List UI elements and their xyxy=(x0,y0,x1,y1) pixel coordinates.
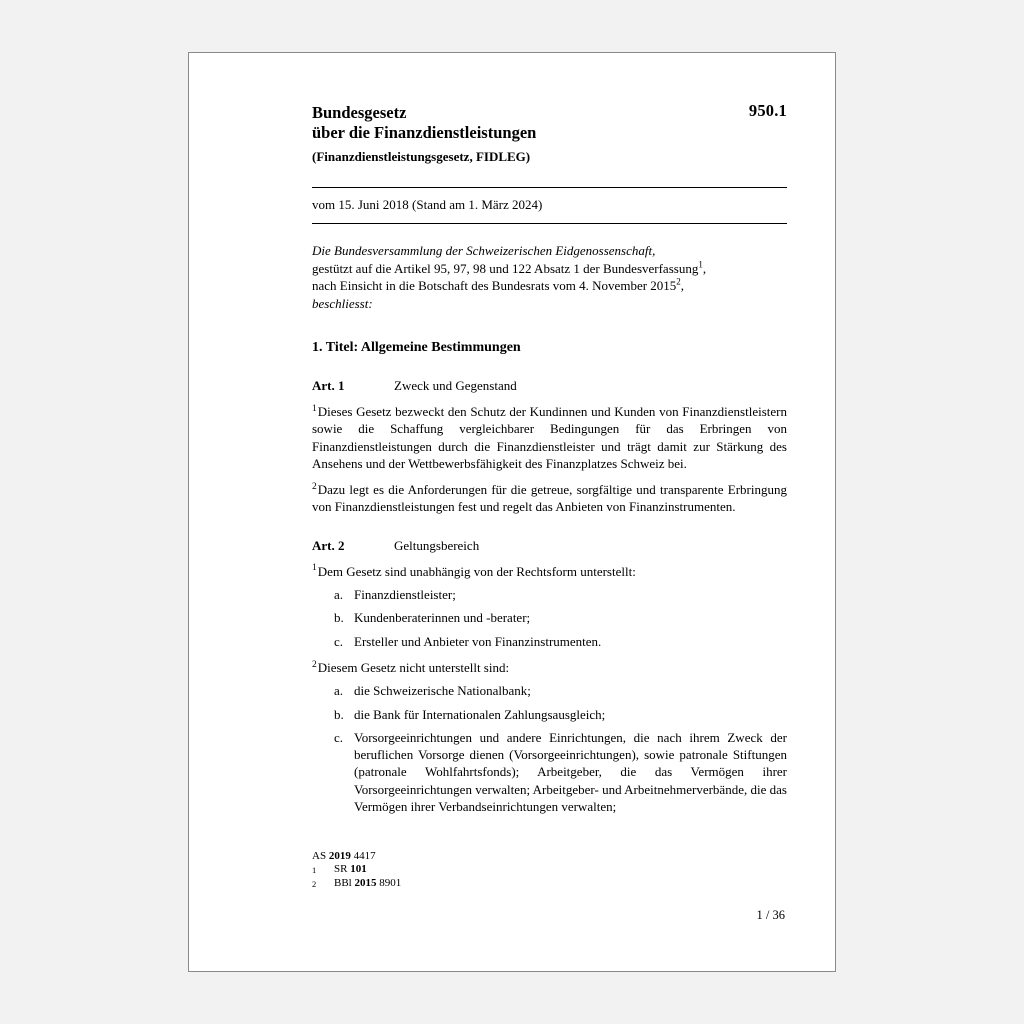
document-title-block xyxy=(312,101,787,165)
article-2-paragraph-2 xyxy=(312,659,787,676)
list-item-text: die Schweizerische Nationalbank; xyxy=(354,683,531,699)
footnote-ref-2[interactable]: 2 xyxy=(676,276,681,287)
footnote-item-2-prefix: BBl xyxy=(334,877,355,889)
title-line-1: Bundesgesetz xyxy=(312,103,407,122)
footnote-item-2 xyxy=(312,877,787,891)
page-content xyxy=(312,101,787,815)
list-item xyxy=(312,609,787,626)
document-date-line: vom 15. Juni 2018 (Stand am 1. März 2024) xyxy=(312,197,543,212)
list-item xyxy=(312,586,787,603)
article-1-caption: Zweck und Gegenstand xyxy=(394,378,517,393)
list-item-letter: b. xyxy=(334,610,344,626)
footnote-source-year: 2019 xyxy=(328,850,351,862)
title-line-2: über die Finanzdienstleistungen xyxy=(312,123,537,142)
paragraph-marker: 1 xyxy=(312,563,317,574)
list-item-text: Ersteller und Anbieter von Finanzinstrumenten. xyxy=(354,633,602,649)
list-item-text: Finanzdienstleister; xyxy=(354,587,456,603)
footnote-item-1 xyxy=(312,863,787,877)
list-item xyxy=(312,729,787,815)
paragraph-text: Dem Gesetz sind unabhängig von der Rechtsform unterstellt: xyxy=(317,563,636,579)
article-2-paragraph-1 xyxy=(312,563,787,580)
footnote-item-1-prefix: SR xyxy=(334,863,351,875)
preamble-resolution: beschliesst: xyxy=(312,295,373,311)
list-item xyxy=(312,633,787,650)
list-item-text: Kundenberaterinnen und -berater; xyxy=(354,610,531,626)
footnote-item-2-id: 2 xyxy=(312,879,317,889)
article-1-number: Art. 1 xyxy=(312,378,345,393)
preamble-authority: Die Bundesversammlung der Schweizerischen Eidgenossenschaft, xyxy=(312,243,656,258)
title-divider-top xyxy=(312,187,787,188)
preamble xyxy=(312,242,787,312)
article-2-heading xyxy=(312,538,787,554)
list-item xyxy=(312,706,787,723)
paragraph-text: Dieses Gesetz bezweckt den Schutz der Kundinnen und Kunden von Finanzdienstleistern sowie die Schaffung vergleichbarer Bedingungen für das Erbringen von Finanzdienstleistungen durch die Finanzdienstleister und trägt damit zur Stärkung des Ansehens und der Wettbewerbsfähigkeit des Finanzplatzes Schweiz bei. xyxy=(312,404,787,471)
paragraph-text: Dazu legt es die Anforderungen für die getreue, sorgfältige und transparente Erbringung von Finanzdienstleistungen fest und regelt das Anbieten von Finanzinstrumenten. xyxy=(312,482,787,515)
list-item-letter: a. xyxy=(334,683,344,699)
footnote-ref-1[interactable]: 1 xyxy=(698,259,703,270)
title-divider-bottom xyxy=(312,223,787,224)
preamble-legal-basis xyxy=(312,260,787,278)
footnote-source xyxy=(312,850,787,863)
footnote-item-1-body xyxy=(334,863,367,877)
footnote-item-1-ref: 101 xyxy=(350,863,367,875)
footnote-source-page: 4417 xyxy=(350,850,376,862)
article-2-caption: Geltungsbereich xyxy=(394,537,480,553)
footnote-item-2-ref: 2015 xyxy=(354,877,377,889)
preamble-message xyxy=(312,277,787,295)
article-2-paragraph-1-list xyxy=(312,586,787,650)
footnote-item-1-id: 1 xyxy=(312,865,317,875)
footnote-item-2-body xyxy=(334,877,401,891)
list-item-letter: a. xyxy=(334,587,344,603)
paragraph-marker: 1 xyxy=(312,403,317,414)
article-2-number: Art. 2 xyxy=(312,537,345,553)
paragraph-text: Diesem Gesetz nicht unterstellt sind: xyxy=(317,659,510,675)
preamble-message-text: nach Einsicht in die Botschaft des Bundesrats vom 4. November 2015 xyxy=(312,278,677,293)
article-1-paragraph-2 xyxy=(312,481,787,516)
list-item-letter: b. xyxy=(334,706,344,722)
paragraph-marker: 2 xyxy=(312,659,317,670)
list-item xyxy=(312,682,787,699)
preamble-legal-basis-tail: , xyxy=(702,260,707,276)
article-1 xyxy=(312,378,787,516)
preamble-message-tail: , xyxy=(680,278,685,293)
page-number: 1 / 36 xyxy=(756,908,785,922)
section-title: 1. Titel: Allgemeine Bestimmungen xyxy=(312,340,521,355)
preamble-legal-basis-text: gestützt auf die Artikel 95, 97, 98 und 122 Absatz 1 der Bundesverfassung xyxy=(312,260,699,276)
list-item-text: Vorsorgeeinrichtungen und andere Einrichtungen, die nach ihrem Zweck der beruflichen Vorsorge dienen (Vorsorgeeinrichtungen), sowie patronale Stiftungen (patronale Wohlfahrtsfonds); Arbeitgeber, die das Vermögen ihrer Vorsorgeeinrichtungen verwalten; Arbeitgeber- und Arbeitnehmerverbände, die das Vermögen ihrer Verbandseinrichtungen verwalten; xyxy=(354,729,787,815)
list-item-letter: c. xyxy=(334,729,344,745)
list-item-letter: c. xyxy=(334,633,344,649)
title-short-name: (Finanzdienstleistungsgesetz, FIDLEG) xyxy=(312,149,531,164)
article-2-paragraph-2-list xyxy=(312,682,787,815)
footnotes xyxy=(312,850,787,891)
footnote-source-prefix: AS xyxy=(312,850,329,862)
article-1-paragraph-1 xyxy=(312,403,787,472)
footnote-item-2-suffix: 8901 xyxy=(376,877,402,889)
article-1-heading xyxy=(312,378,787,394)
document-page xyxy=(188,52,836,972)
list-item-text: die Bank für Internationalen Zahlungsausgleich; xyxy=(354,706,606,722)
document-number: 950.1 xyxy=(748,101,787,120)
paragraph-marker: 2 xyxy=(312,481,317,492)
article-2 xyxy=(312,538,787,816)
